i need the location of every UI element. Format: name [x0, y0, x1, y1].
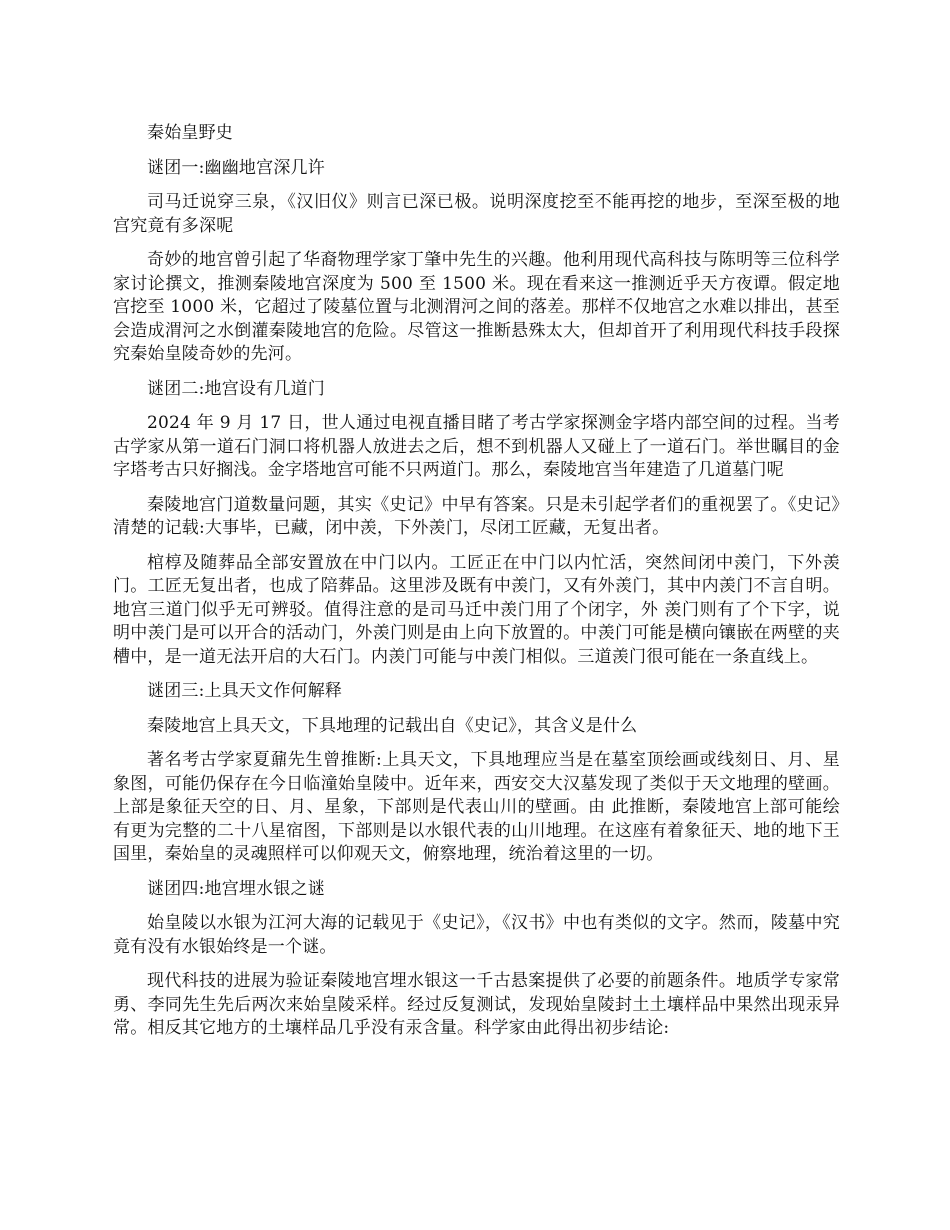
paragraph: 秦陵地宫门道数量问题，其实《史记》中早有答案。只是未引起学者们的重视罢了。《史记》清楚的记载:大事毕，已藏，闭中羡，下外羡门，尽闭工匠藏，无复出者。 [113, 494, 840, 538]
document-title: 秦始皇野史 [147, 123, 233, 143]
paragraph: 司马迁说穿三泉，《汉旧仪》则言已深已极。说明深度挖至不能再挖的地步，至深至极的地宫究竟有多深呢 [113, 192, 840, 236]
paragraph: 秦陵地宫上具天文，下具地理的记载出自《史记》，其含义是什么 [147, 715, 638, 736]
section-heading-4: 谜团四:地宫埋水银之谜 [147, 878, 325, 899]
document-body [113, 122, 840, 1052]
paragraph: 棺椁及随葬品全部安置放在中门以内。工匠正在中门以内忙活，突然间闭中羡门，下外羡门。工匠无复出者，也成了陪葬品。这里涉及既有中羡门，又有外羡门，其中内羡门不言自明。地宫三道门似乎无可辨驳。值得注意的是司马迁中羡门用了个闭字，外 羡门则有了个下字，说明中羡门是可以开合的活动门，外羡门则是由上向下放置的。中羡门可能是横向镶嵌在两壁的夹槽中，是一道无法开启的大石门。内羡门可能与中羡门相似。三道羡门很可能在一条直线上。 [113, 552, 840, 667]
section-heading-2: 谜团二:地宫设有几道门 [147, 378, 325, 399]
section-heading-3: 谜团三:上具天文作何解释 [147, 681, 343, 701]
paragraph: 著名考古学家夏鼐先生曾推断:上具天文，下具地理应当是在墓室顶绘画或线刻日、月、星象图，可能仍保存在今日临潼始皇陵中。近年来，西安交大汉墓发现了类似于天文地理的壁画。上部是象征天空的日、月、星象，下部则是代表山川的壁画。由 此推断，秦陵地宫上部可能绘有更为完整的二十八星宿图，下部则是以水银代表的山川地理。在这座有着象征天、地的地下王国里，秦始皇的灵魂照样可以仰观天文，俯察地理，统治着这里的一切。 [113, 750, 840, 864]
paragraph: 始皇陵以水银为江河大海的记载见于《史记》，《汉书》中也有类似的文字。然而，陵墓中究竟有没有水银始终是一个谜。 [113, 913, 840, 957]
paragraph: 奇妙的地宫曾引起了华裔物理学家丁肇中先生的兴趣。他利用现代高科技与陈明等三位科学家讨论撰文，推测秦陵地宫深度为 500 至 1500 米。现在看来这一推测近乎天方夜谭。假定地宫挖至 1000 米，它超过了陵墓位置与北测渭河之间的落差。那样不仅地宫之水难以排出，甚至会造成渭河之水倒灌秦陵地宫的危险。尽管这一推断悬殊太大，但却首开了利用现代科技手段探究秦始皇陵奇妙的先河。 [113, 250, 840, 364]
paragraph: 现代科技的进展为验证秦陵地宫埋水银这一千古悬案提供了必要的前题条件。地质学专家常勇、李同先生先后两次来始皇陵采样。经过反复测试，发现始皇陵封土土壤样品中果然出现汞异常。相反其它地方的土壤样品几乎没有汞含量。科学家由此得出初步结论: [113, 971, 840, 1038]
paragraph: 2024 年 9 月 17 日，世人通过电视直播目睹了考古学家探测金字塔内部空间的过程。当考古学家从第一道石门洞口将机器人放进去之后，想不到机器人又碰上了一道石门。举世瞩目的金字塔考古只好搁浅。金字塔地宫可能不只两道门。那么，秦陵地宫当年建造了几道墓门呢 [113, 413, 840, 480]
section-heading-1: 谜团一:幽幽地宫深几许 [147, 157, 325, 178]
